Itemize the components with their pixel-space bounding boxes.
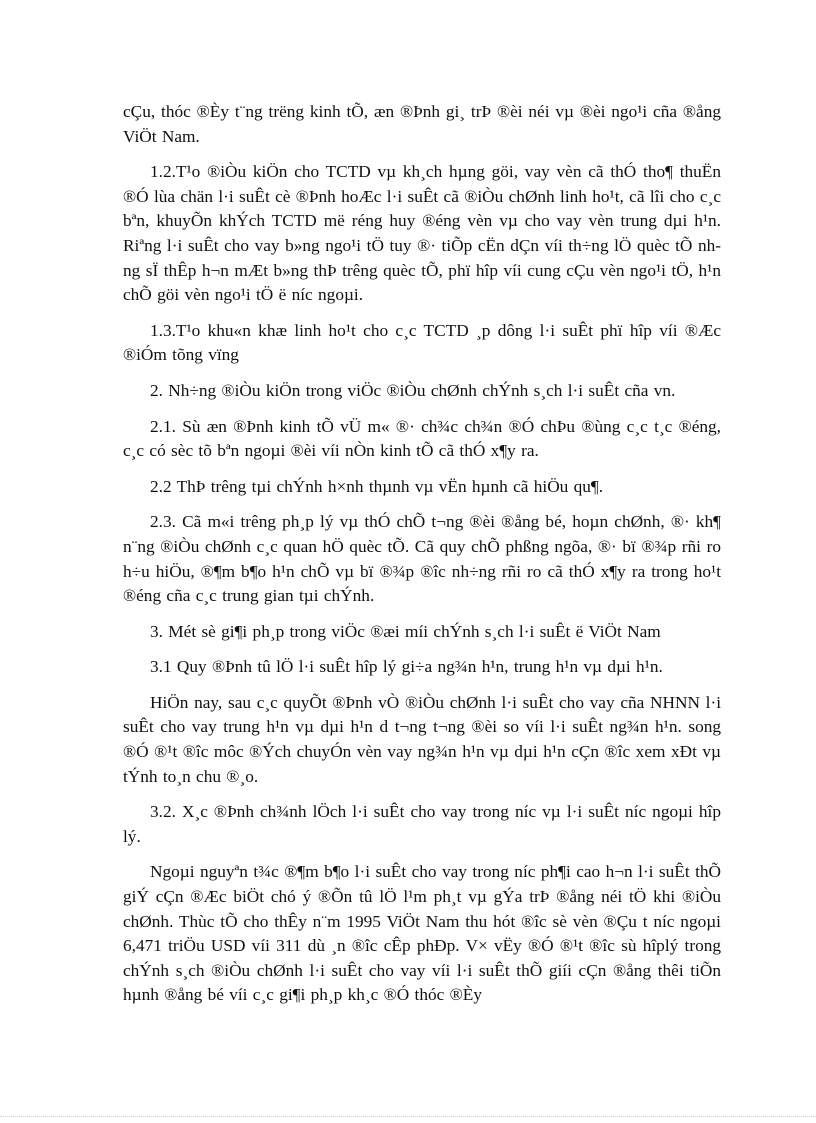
paragraph-section-1-2: 1.2.T¹o ®iÒu kiÖn cho TCTD vµ kh¸ch hµng göi, vay vèn cã thÓ tho¶ thuËn ®Ó lùa chän l·i suÊt cè ®Þnh hoÆc l·i suÊt cã ®iÒu chØnh linh ho¹t, cã lîi cho c¸c bªn, khuyÕn khÝch TCTD më réng huy ®éng vèn vµ cho vay vèn trung dµi h¹n. Riªng l·i suÊt cho vay b»ng ngo¹i tÖ tuy ®· tiÕp cËn dÇn víi th÷ng lÖ quèc tÕ nhng sÏ thÊp h¬n mÆt b»ng thÞ trêng quèc tÕ, phï hîp víi cung cÇu vèn ngo¹i tÖ, h¹n chÕ göi vèn ngo¹i tÖ ë níc ngoµi. bbox=[123, 162, 721, 305]
paragraph-continuation: cÇu, thóc ®Èy t¨ng trëng kinh tÕ, æn ®Þnh gi¸ trÞ ®èi néi vµ ®èi ngo¹i cña ®ång ViÖt Nam. bbox=[123, 102, 721, 146]
document-body bbox=[123, 100, 721, 1008]
paragraph-section-2-3: 2.3. Cã m«i trêng ph¸p lý vµ thÓ chÕ t¬ng ®èi ®ång bé, hoµn chØnh, ®· kh¶ n¨ng ®iÒu chØnh c¸c quan hÖ quèc tÕ. Cã quy chÕ phßng ngõa, ®· bï ®¾p rñi ro h÷u hiÖu, ®¶m b¶o h¹n chÕ vµ bï ®¾p ®îc nh÷ng rñi ro cã thÓ x¶y ra trong ho¹t ®éng cña c¸c trung gian tµi chÝnh. bbox=[123, 512, 721, 606]
page-bottom-divider bbox=[0, 1116, 816, 1117]
paragraph-section-3-1-body: HiÖn nay, sau c¸c quyÕt ®Þnh vÒ ®iÒu chØnh l·i suÊt cho vay cña NHNN l·i suÊt cho vay trung h¹n vµ dµi h¹n d t¬ng t¬ng ®èi so víi l·i suÊt ng¾n h¹n. song ®Ó ®¹t ®îc môc ®Ých chuyÓn vèn vay ng¾n h¹n vµ dµi h¹n cÇn ®îc xem xÐt vµ tÝnh to¸n chu ®¸o. bbox=[123, 692, 721, 786]
paragraph-section-2-2: 2.2 ThÞ trêng tµi chÝnh h×nh thµnh vµ vËn hµnh cã hiÖu qu¶. bbox=[150, 476, 604, 496]
heading-section-3: 3. Mét sè gi¶i ph¸p trong viÖc ®æi míi chÝnh s¸ch l·i suÊt ë ViÖt Nam bbox=[150, 621, 661, 641]
paragraph-section-1-3: 1.3.T¹o khu«n khæ linh ho¹t cho c¸c TCTD ¸p dông l·i suÊt phï hîp víi ®Æc ®iÓm tõng vïng bbox=[123, 320, 721, 365]
paragraph-section-3-2-body: Ngoµi nguyªn t¾c ®¶m b¶o l·i suÊt cho vay trong níc ph¶i cao h¬n l·i suÊt thÕ giÝ cÇn ®Æc biÖt chó ý ®Õn tû lÖ l¹m ph¸t vµ gÝa trÞ ®ång néi tÖ khi ®iÒu chØnh. Thùc tÕ cho thÊy n¨m 1995 ViÖt Nam thu hót ®îc sè vèn ®Çu t níc ngoµi 6,471 triÖu USD víi 311 dù ¸n ®îc cÊp phÐp. V× vËy ®Ó ®¹t ®îc sù hîplý trong chÝnh s¸ch ®iÒu chØnh l·i suÊt cho vay víi l·i suÊt thÕ giíi cÇn ®ång thêi tiÕn hµnh ®ång bé víi c¸c gi¶i ph¸p kh¸c ®Ó thóc ®Èy bbox=[123, 862, 721, 1005]
heading-section-3-2: 3.2. X¸c ®Þnh ch¾nh lÖch l·i suÊt cho vay trong níc vµ l·i suÊt níc ngoµi hîp lý. bbox=[123, 802, 721, 846]
heading-section-3-1: 3.1 Quy ®Þnh tû lÖ l·i suÊt hîp lý gi÷a ng¾n h¹n, trung h¹n vµ dµi h¹n. bbox=[150, 657, 663, 677]
heading-section-2: 2. Nh÷ng ®iÒu kiÖn trong viÖc ®iÒu chØnh chÝnh s¸ch l·i suÊt cña vn. bbox=[150, 380, 676, 400]
paragraph-section-2-1: 2.1. Sù æn ®Þnh kinh tÕ vÜ m« ®· ch¾c ch¾n ®Ó chÞu ®ùng c¸c t¸c ®éng, c¸c có sèc tõ bªn ngoµi ®èi víi nÒn kinh tÕ cã thÓ x¶y ra. bbox=[123, 416, 721, 461]
